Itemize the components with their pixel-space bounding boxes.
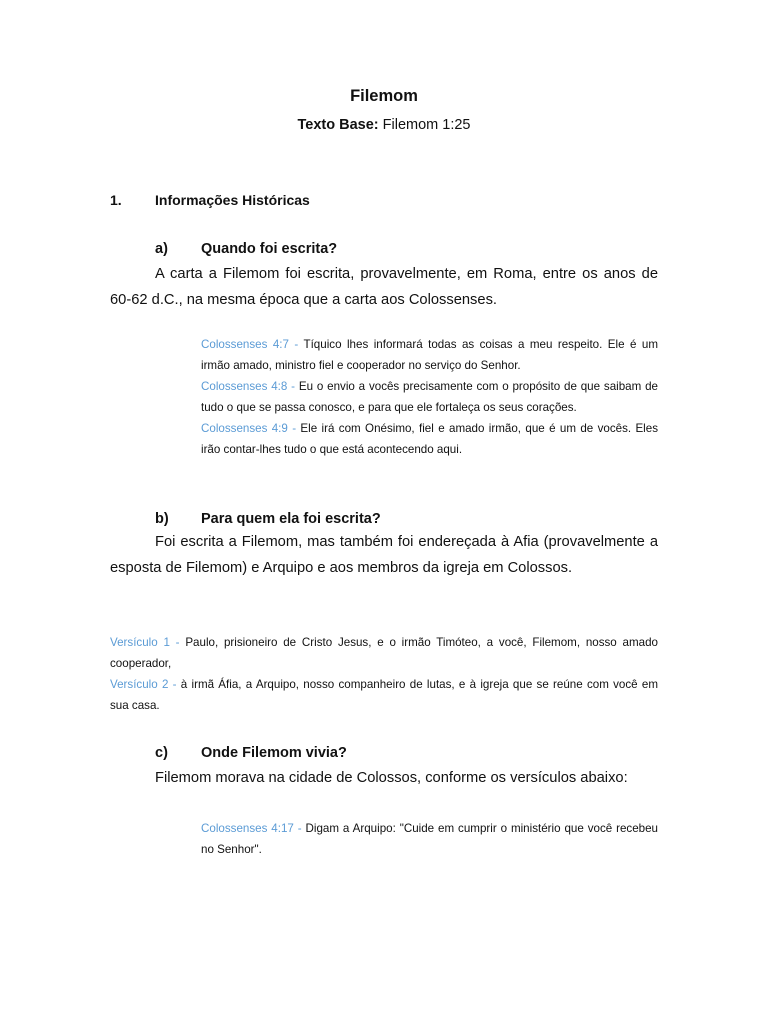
subsection-a-verses [201,334,658,460]
verse-text: Tíquico lhes informará todas as coisas a meu respeito. Ele é um irmão amado, ministro fiel e cooperador no serviço do Senhor. [201,338,658,372]
subsection-b-letter: b) [155,511,169,527]
verse-text: Digam a Arquipo: "Cuide em cumprir o ministério que você recebeu no Senhor". [201,822,658,856]
verse-item [201,376,658,418]
subsection-b-paragraph: Foi escrita a Filemom, mas também foi endereçada à Afia (provavelmente a esposta de Filemom) e Arquipo e aos membros da igreja em Colossos. [110,534,658,576]
verse-text: Eu o envio a vocês precisamente com o propósito de que saibam de tudo o que se passa conosco, e para que ele fortaleça os seus corações. [201,380,659,414]
subsection-c-letter: c) [155,745,168,761]
subsection-b-verses [110,632,658,716]
verse-reference-link[interactable]: Colossenses 4:7 - [201,338,299,351]
section-1-number: 1. [110,192,122,208]
subtitle-label: Texto Base: [297,117,379,133]
verse-reference-link[interactable]: Colossenses 4:17 - [201,822,302,835]
verse-text: Ele irá com Onésimo, fiel e amado irmão, que é um de vocês. Eles irão contar-lhes tudo o que está acontecendo aqui. [201,422,658,456]
verse-reference-link[interactable]: Colossenses 4:8 - [201,380,296,393]
verse-reference-link[interactable]: Versículo 2 - [110,678,177,691]
subsection-c-question: Onde Filemom vivia? [201,745,347,761]
subsection-a-letter: a) [155,241,168,257]
verse-item [201,418,658,460]
verse-item [110,674,658,716]
subsection-b-question: Para quem ela foi escrita? [201,511,381,527]
document-title: Filemom [350,87,418,105]
verse-reference-link[interactable]: Colossenses 4:9 - [201,422,297,435]
verse-text: Paulo, prisioneiro de Cristo Jesus, e o irmão Timóteo, a você, Filemom, nosso amado cooperador, [110,636,658,670]
document-subtitle [0,116,768,134]
subsection-a-paragraph: A carta a Filemom foi escrita, provavelmente, em Roma, entre os anos de 60-62 d.C., na mesma época que a carta aos Colossenses. [110,266,658,308]
verse-item [201,334,658,376]
verse-text: à irmã Áfia, a Arquipo, nosso companheiro de lutas, e à igreja que se reúne com você em sua casa. [110,678,658,712]
subsection-a-question: Quando foi escrita? [201,241,338,257]
subsection-c-paragraph: Filemom morava na cidade de Colossos, conforme os versículos abaixo: [155,770,628,786]
subtitle-value: Filemom 1:25 [382,117,471,133]
section-1-heading: Informações Históricas [155,192,310,208]
subsection-c-verses [201,818,658,860]
verse-reference-link[interactable]: Versículo 1 - [110,636,180,649]
verse-item [110,632,658,674]
verse-item [201,818,658,860]
